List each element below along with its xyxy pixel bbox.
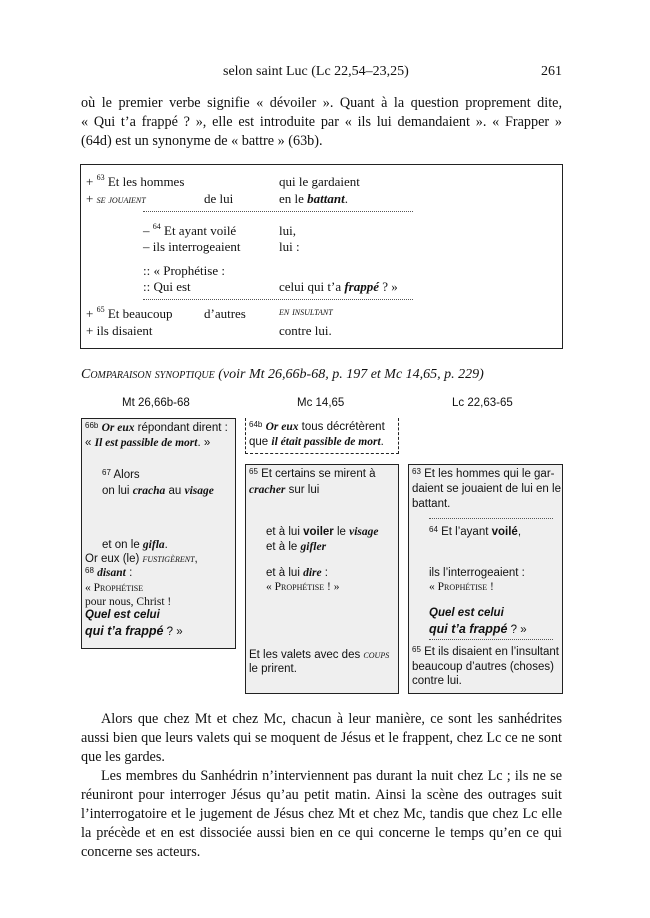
structure-row: + se jouaient — [86, 191, 146, 206]
lc-line: $^{64}$ Et l’ayant voilé, — [429, 525, 522, 538]
lc-line: battant. — [412, 498, 451, 510]
separator-dots — [429, 639, 553, 640]
running-title: selon saint Luc (Lc 22,54–23,25) — [223, 64, 409, 79]
column-header-mc: Mc 14,65 — [297, 397, 345, 409]
intro-paragraph — [81, 94, 562, 151]
synoptic-caption: Comparaison synoptique (voir Mt 26,66b-68, p. 197 et Mc 14,65, p. 229) — [81, 367, 484, 382]
structure-box — [80, 164, 563, 349]
structure-row: – $^{64}$ Et ayant voilé — [143, 222, 237, 238]
structure-row: celui qui t’a frappé ? » — [279, 279, 398, 294]
mt-line: $^{67}$ Alors — [102, 468, 140, 481]
lc-line: Quel est celui — [429, 607, 504, 619]
column-header-mt: Mt 26,66b-68 — [122, 397, 190, 409]
structure-row: + $^{63}$ Et les hommes — [86, 173, 185, 189]
mc-top-line: $^{64b}$ Or eux tous décrétèrent — [249, 420, 385, 433]
column-header-lc: Lc 22,63-65 — [452, 397, 513, 409]
mc-line: et à lui dire : — [266, 567, 328, 579]
mc-line: cracher sur lui — [249, 484, 320, 496]
mc-line: et à lui voiler le visage — [266, 526, 379, 538]
structure-row: d’autres — [204, 306, 246, 321]
mc-line: Et les valets avec des coups — [249, 649, 390, 661]
mt-box — [81, 418, 236, 649]
mt-line: Or eux (le) fustigèrent, — [85, 553, 198, 565]
structure-row: en insultant — [279, 306, 333, 318]
structure-row: de lui — [204, 191, 234, 206]
intro-line: (64d) est un synonyme de « battre » (63b). — [81, 133, 323, 149]
lc-line: $^{65}$ Et ils disaient en l’insultant — [412, 645, 559, 658]
mc-line: « Prophétise ! » — [266, 581, 340, 593]
structure-row: :: Qui est — [143, 279, 191, 294]
lc-line: contre lui. — [412, 675, 462, 687]
mc-top-box — [245, 418, 399, 454]
structure-row: + ils disaient — [86, 323, 153, 338]
structure-row: lui, — [279, 223, 296, 238]
lc-line: « Prophétise ! — [429, 581, 494, 593]
mt-line: et on le gifla. — [102, 539, 168, 551]
structure-row: contre lui. — [279, 323, 332, 338]
outro-paragraph: Les membres du Sanhédrin n’interviennent pas durant la nuit chez Lc ; ils ne se réuniront pour interroger Jésus qu’au petit matin. Ainsi la scène des outrages suit l’interrogatoire et le jugement de Jésus chez Mt et chez Mc, tandis que chez Lc elle la précède et en est dissociée aussi bien en ce qui concerne le temps qu’en ce qui concerne ses acteurs. — [81, 768, 562, 860]
separator-dots — [429, 518, 553, 519]
mt-line: on lui cracha au visage — [102, 485, 214, 497]
lc-line: daient se jouaient de lui en le — [412, 483, 561, 495]
mt-line: $^{66b}$ Or eux répondant dirent : — [85, 421, 228, 434]
structure-row: – ils interrogeaient — [143, 239, 241, 254]
mc-top-line: que il était passible de mort. — [249, 436, 384, 448]
mt-line: qui t’a frappé ? » — [85, 624, 183, 638]
mc-line: et à le gifler — [266, 541, 327, 553]
separator-dots — [143, 211, 413, 212]
mt-line: Quel est celui — [85, 609, 160, 621]
lc-line: $^{63}$ Et les hommes qui le gar- — [412, 467, 555, 480]
structure-row: + $^{65}$ Et beaucoup — [86, 305, 173, 321]
structure-row: en le battant. — [279, 191, 348, 206]
mc-line: $^{65}$ Et certains se mirent à — [249, 467, 376, 480]
mc-box — [245, 464, 399, 694]
mc-line: le prirent. — [249, 663, 297, 675]
mt-line: « Il est passible de mort. » — [85, 437, 211, 449]
outro-paragraph: Alors que chez Mt et chez Mc, chacun à leur manière, ce sont les sanhédrites aussi bien que leurs valets qui se moquent de Jésus et le frappent, chez Lc ce ne sont que les gardes. — [81, 711, 562, 765]
structure-row: qui le gardaient — [279, 174, 360, 189]
mt-line: $^{68}$ disant : — [85, 566, 133, 579]
lc-line: beaucoup d’autres (choses) — [412, 661, 554, 673]
lc-box — [408, 464, 563, 694]
page-number: 261 — [541, 64, 562, 79]
structure-row: :: « Prophétise : — [143, 263, 225, 278]
lc-line: qui t’a frappé ? » — [429, 622, 527, 636]
intro-line: « Qui t’a frappé ? », elle est introduite par « ils lui demandaient ». « Frapper » — [81, 114, 562, 130]
intro-line: où le premier verbe signifie « dévoiler ». Quant à la question proprement dite, — [81, 95, 562, 111]
mt-line: pour nous, Christ ! — [85, 596, 172, 608]
outro-text — [81, 710, 562, 862]
mt-line: « Prophétise — [85, 582, 144, 594]
separator-dots — [143, 299, 413, 300]
structure-row: lui : — [279, 239, 300, 254]
lc-line: ils l’interrogeaient : — [429, 567, 525, 579]
